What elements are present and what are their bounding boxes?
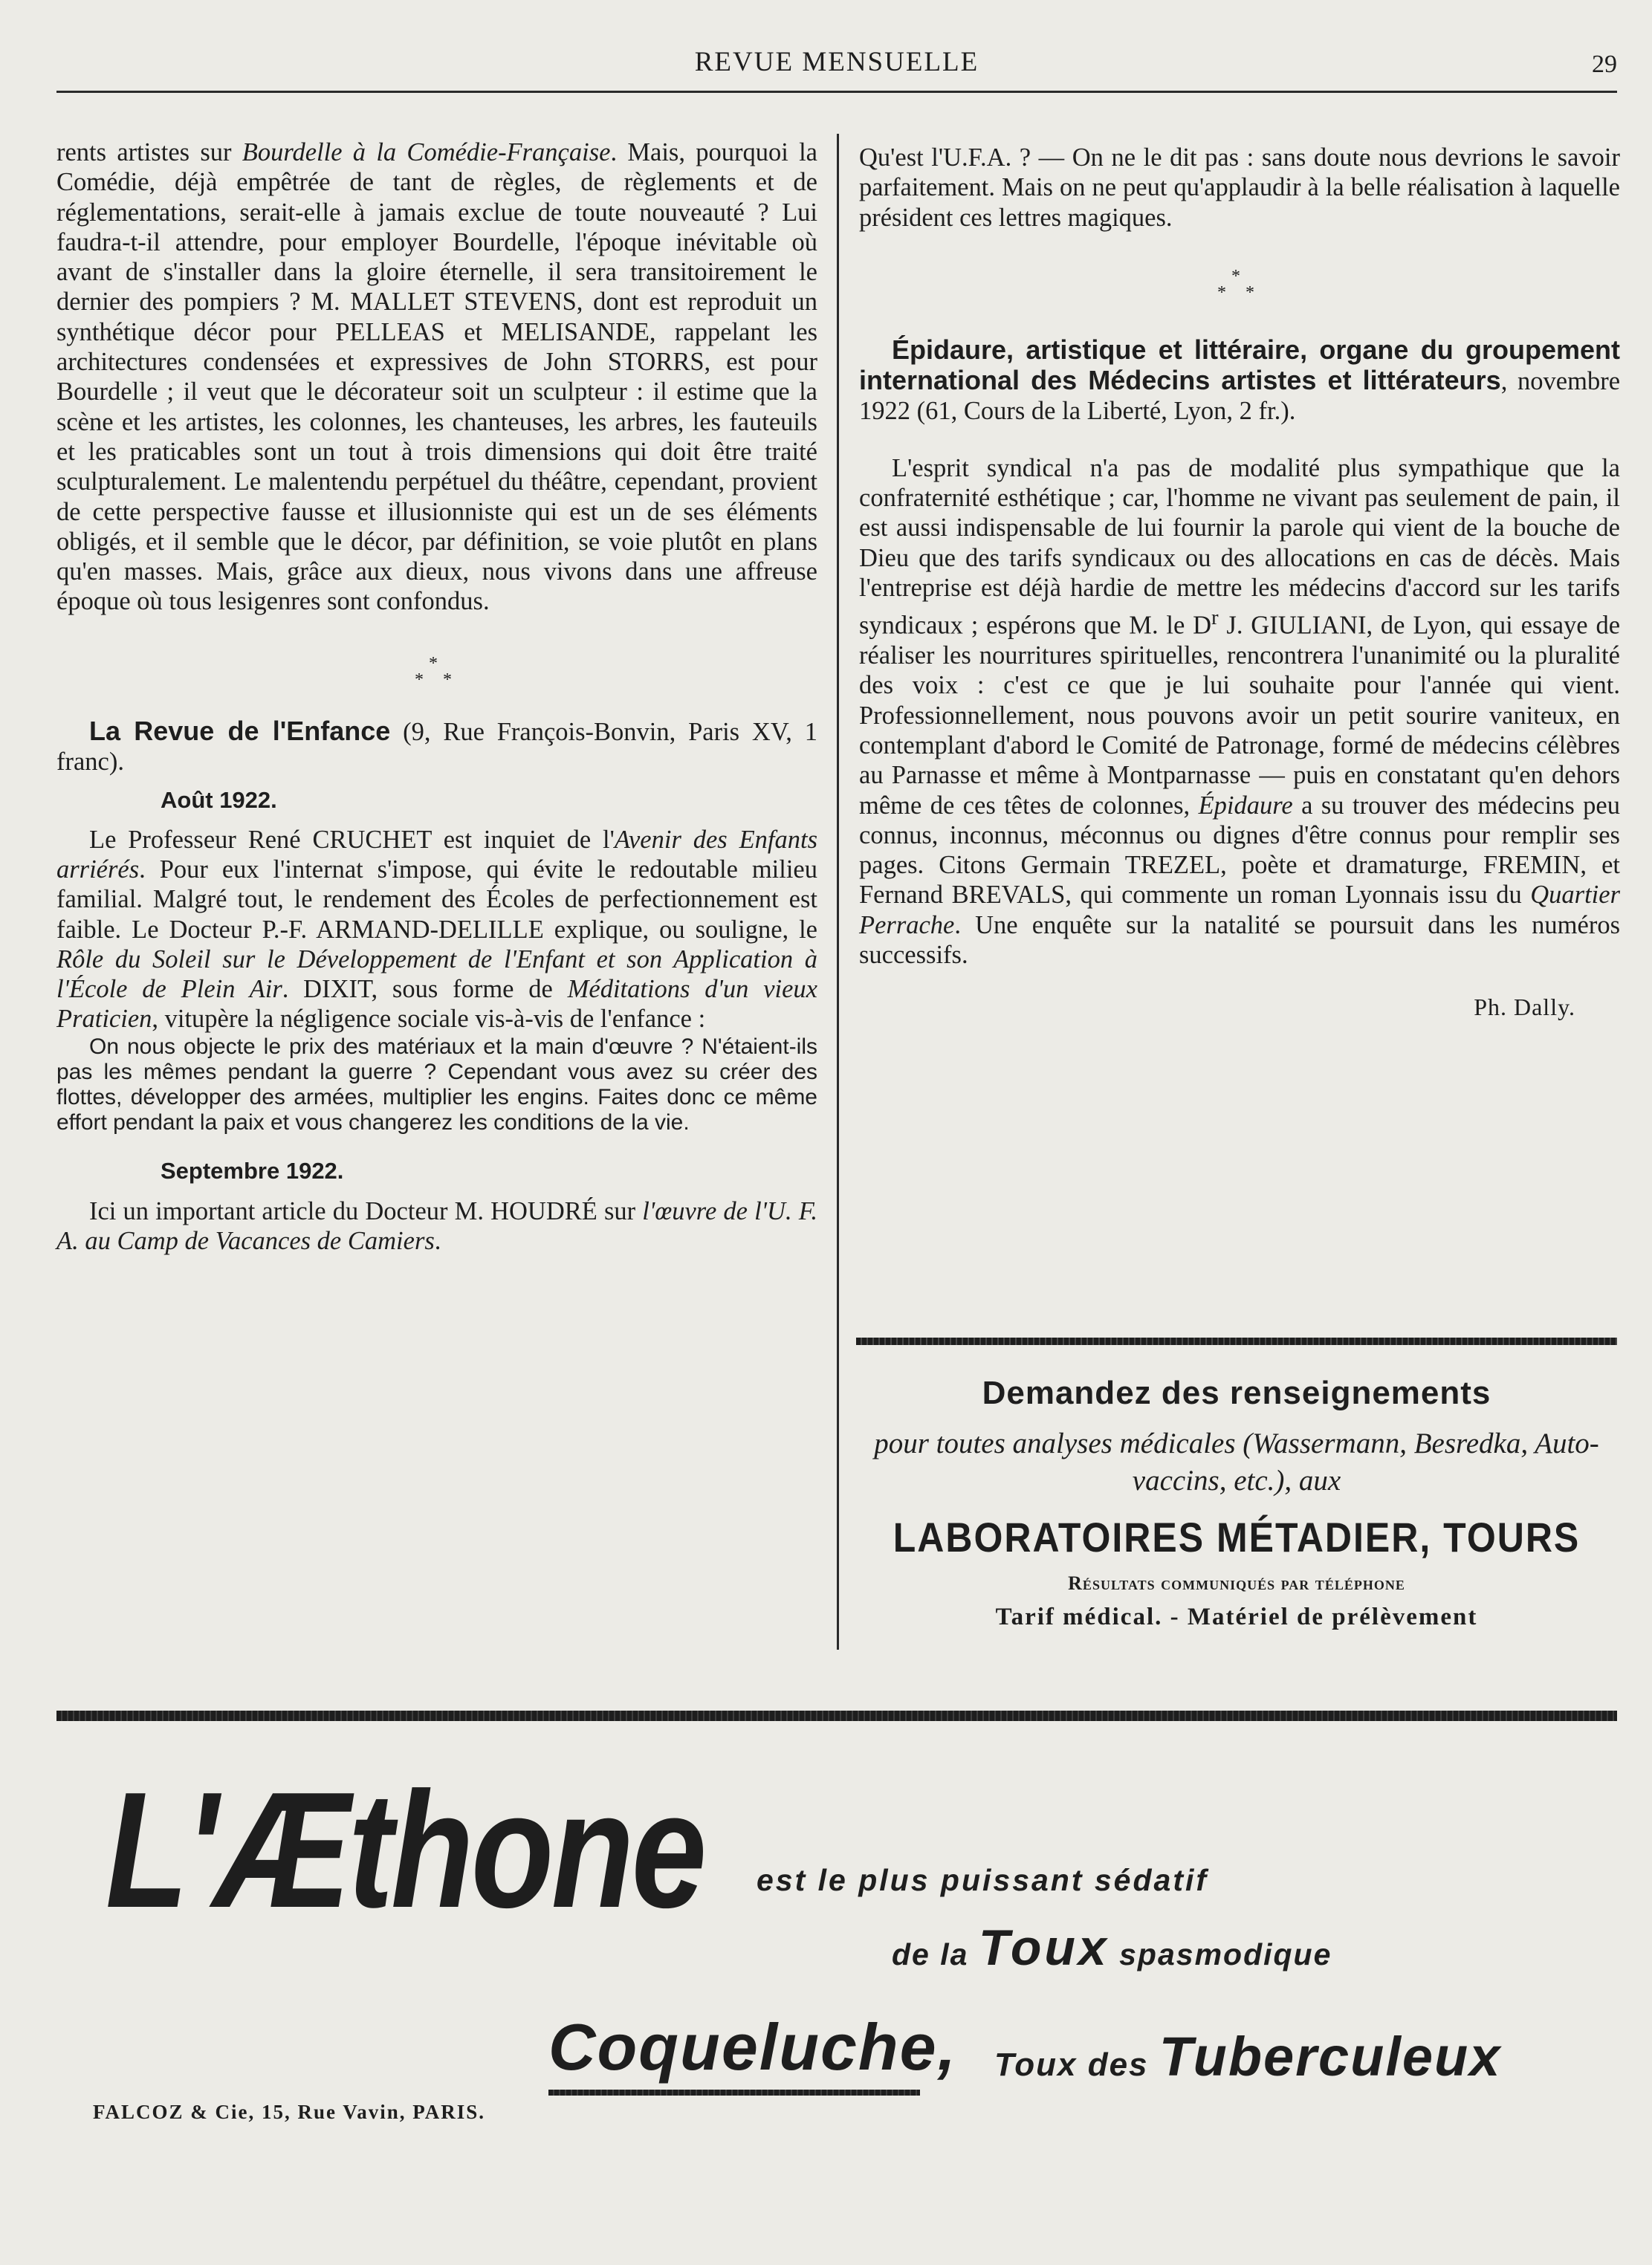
page-header <box>56 43 1617 88</box>
left-paragraph-2 <box>56 825 817 1034</box>
review-title: Épidaure, artistique et littéraire, organe du groupement international des Médecins artistes et littérateurs <box>859 334 1620 396</box>
review-heading-epidaure <box>859 335 1620 427</box>
aethone-line-4 <box>994 2025 1501 2088</box>
italic-run: Bourdelle à la Comédie-Française <box>242 138 611 166</box>
header-rule <box>56 91 1617 93</box>
august-heading: Août 1922. <box>161 787 277 814</box>
aethone-line-2 <box>892 1919 1332 1977</box>
right-paragraph-1: Qu'est l'U.F.A. ? — On ne le dit pas : sans doute nous devrions le savoir parfaitement. Mais on ne peut qu'applaudir à la belle réalisation à laquelle président ces lettres magiques. <box>859 143 1620 232</box>
italic-run: Quartier Perrache <box>859 881 1620 939</box>
text-run: de la <box>892 1937 979 1971</box>
text-run: . Mais, pourquoi la Comédie, déjà empêtrée de tant de règles, de règlements et de réglementations, serait-elle à jamais exclue de toute nouveauté ? Lui faudra-t-il attendre, pour employer Bourdelle, l'époque inévitable où avant de s'installer dans la gloire éternelle, il sera transitoirement le dernier des pompiers ? M. MALLET STEVENS, dont est reproduit un synthétique décor pour PELLEAS et MELISANDE, rappelant les architectures condensées et expressives de John STORRS, est pour Bourdelle ; il veut que le décorateur soit un sculpteur : il estime que la scène et les artistes, les colonnes, les chanteuses, les arbres, les fauteuils et les praticables sont un tout à trois dimensions qui doit être traité sculpturalement. Le malentendu perpétuel du théâtre, cependant, provient de cette perspective fausse et illusionniste qui est un de ses éléments obligés, et il semble que le décor, par définition, se voie plutôt en plans qu'en masses. Mais, grâce aux dieux, nous vivons dans une affreuse époque où tous lesigenres sont confondus. <box>56 138 817 616</box>
ad-subtitle: pour toutes analyses médicales (Wassermann, Besredka, Auto-vaccins, etc.), aux <box>874 1428 1599 1497</box>
publisher-line: FALCOZ & Cie, 15, Rue Vavin, PARIS. <box>93 2101 486 2123</box>
asterism-separator: * * * <box>415 653 459 690</box>
signature: Ph. Dally. <box>1474 994 1575 1021</box>
lab-name: LABORATOIRES MÉTADIER, TOURS <box>893 1514 1581 1561</box>
right-paragraph-2 <box>859 453 1620 971</box>
text-run: spasmodique <box>1109 1937 1332 1971</box>
aethone-logo: L'Æthone <box>106 1758 704 1942</box>
ad-results-line: Résultats communiqués par téléphone <box>1068 1572 1405 1594</box>
running-title: REVUE MENSUELLE <box>694 47 979 77</box>
text-run: rents artistes sur <box>56 138 242 166</box>
italic-run: Méditations d'un vieux Praticien <box>56 975 817 1034</box>
advertisement-top-rule <box>56 1711 1617 1721</box>
text-run: a su trouver des médecins peu connus, inconnus, méconnus ou dignes d'être connus pour remplir ses pages. Citons Germain TREZEL, poète et dramaturge, FREMIN, et Fernand BREVALS, qui commente un roman Lyonnais issu du <box>859 791 1620 910</box>
text-run: Le Professeur René CRUCHET est inquiet de l' <box>89 825 615 854</box>
aethone-underline <box>548 2090 920 2096</box>
superscript: r <box>1211 606 1219 630</box>
asterism-separator: * * * <box>1217 266 1262 302</box>
right-column <box>859 143 1620 1023</box>
text-run: . Pour eux l'internat s'impose, qui évite le redoutable milieu familial. Malgré tout, le rendement des Écoles de perfectionnement est faible. Le Docteur P.-F. ARMAND-DELILLE explique, ou souligne, le <box>56 855 817 944</box>
left-paragraph-1 <box>56 137 817 617</box>
left-paragraph-3 <box>56 1196 817 1257</box>
column-divider <box>837 134 839 1650</box>
italic-run: Épidaure <box>1198 791 1293 820</box>
left-column <box>56 137 817 1257</box>
page-number: 29 <box>1592 51 1617 78</box>
ad-title: Demandez des renseignements <box>982 1375 1491 1411</box>
text-run: Ici un important article du Docteur M. HOUDRÉ sur <box>89 1197 643 1226</box>
laboratory-advertisement <box>856 1338 1617 1665</box>
review-heading-enfance <box>56 716 817 777</box>
ad-tarif-line: Tarif médical. - Matériel de prélèvement <box>995 1604 1478 1630</box>
text-run: J. GIULIANI, de Lyon, qui essaye de réaliser les nourritures spirituelles, rencontrera l'unanimité ou la pluralité des voix : c'est ce que je lui souhaite pour l'année qui vient. Professionnellement, nous pouvons avoir un petit sourire vaniteux, en contemplant d'abord le Comité de Patronage, formé de médecins célèbres au Parnasse et même à Montparnasse — puis en constatant qu'en dehors même de ces têtes de colonnes, <box>859 611 1621 820</box>
september-heading: Septembre 1922. <box>161 1157 344 1184</box>
text-run: . Une enquête sur la natalité se poursuit dans les numéros successifs. <box>859 910 1620 970</box>
aethone-line-1: est le plus puissant sédatif <box>757 1863 1209 1897</box>
review-address: (9, Rue François-Bonvin, Paris XV, 1 franc). <box>56 717 817 777</box>
aethone-line-3: Coqueluche, <box>548 2010 958 2084</box>
text-run-large: Tuberculeux <box>1159 2026 1502 2087</box>
block-quote: On nous objecte le prix des matériaux et la main d'œuvre ? N'étaient-ils pas les mêmes pendant la guerre ? Cependant vous avez su créer des flottes, développer des armées, multiplier les engins. Faites donc ce même effort pendant la paix et vous changerez les conditions de la vie. <box>56 1034 817 1135</box>
italic-run: l'œuvre de l'U. F. A. au Camp de Vacances de Camiers <box>56 1197 817 1256</box>
italic-run: Rôle du Soleil sur le Développement de l'Enfant et son Application à l'École de Plein Air <box>56 944 817 1004</box>
review-title: La Revue de l'Enfance <box>89 715 391 746</box>
review-details: , novembre 1922 (61, Cours de la Liberté, Lyon, 2 fr.). <box>859 367 1621 426</box>
text-run: , vitupère la négligence sociale vis-à-vis de l'enfance : <box>152 1005 706 1034</box>
text-run: . DIXIT, sous forme de <box>282 975 568 1004</box>
ad-top-rule <box>856 1338 1617 1345</box>
text-run: Toux des <box>994 2047 1159 2083</box>
text-run: . <box>434 1227 441 1256</box>
italic-run: Avenir des Enfants arriérés <box>56 825 817 884</box>
text-run-large: Toux <box>978 1919 1110 1976</box>
text-run: L'esprit syndical n'a pas de modalité plus sympathique que la confraternité esthétique ; car, l'homme ne vivant pas seulement de pain, il est aussi indispensable de lui fournir la parole qui vient de la bouche de Dieu que des tarifs syndicaux ou des allocations en cas de décès. Mais l'entreprise est déjà hardie de mettre les médecins d'accord sur les tarifs syndicaux ; espérons que M. le D <box>859 453 1620 640</box>
